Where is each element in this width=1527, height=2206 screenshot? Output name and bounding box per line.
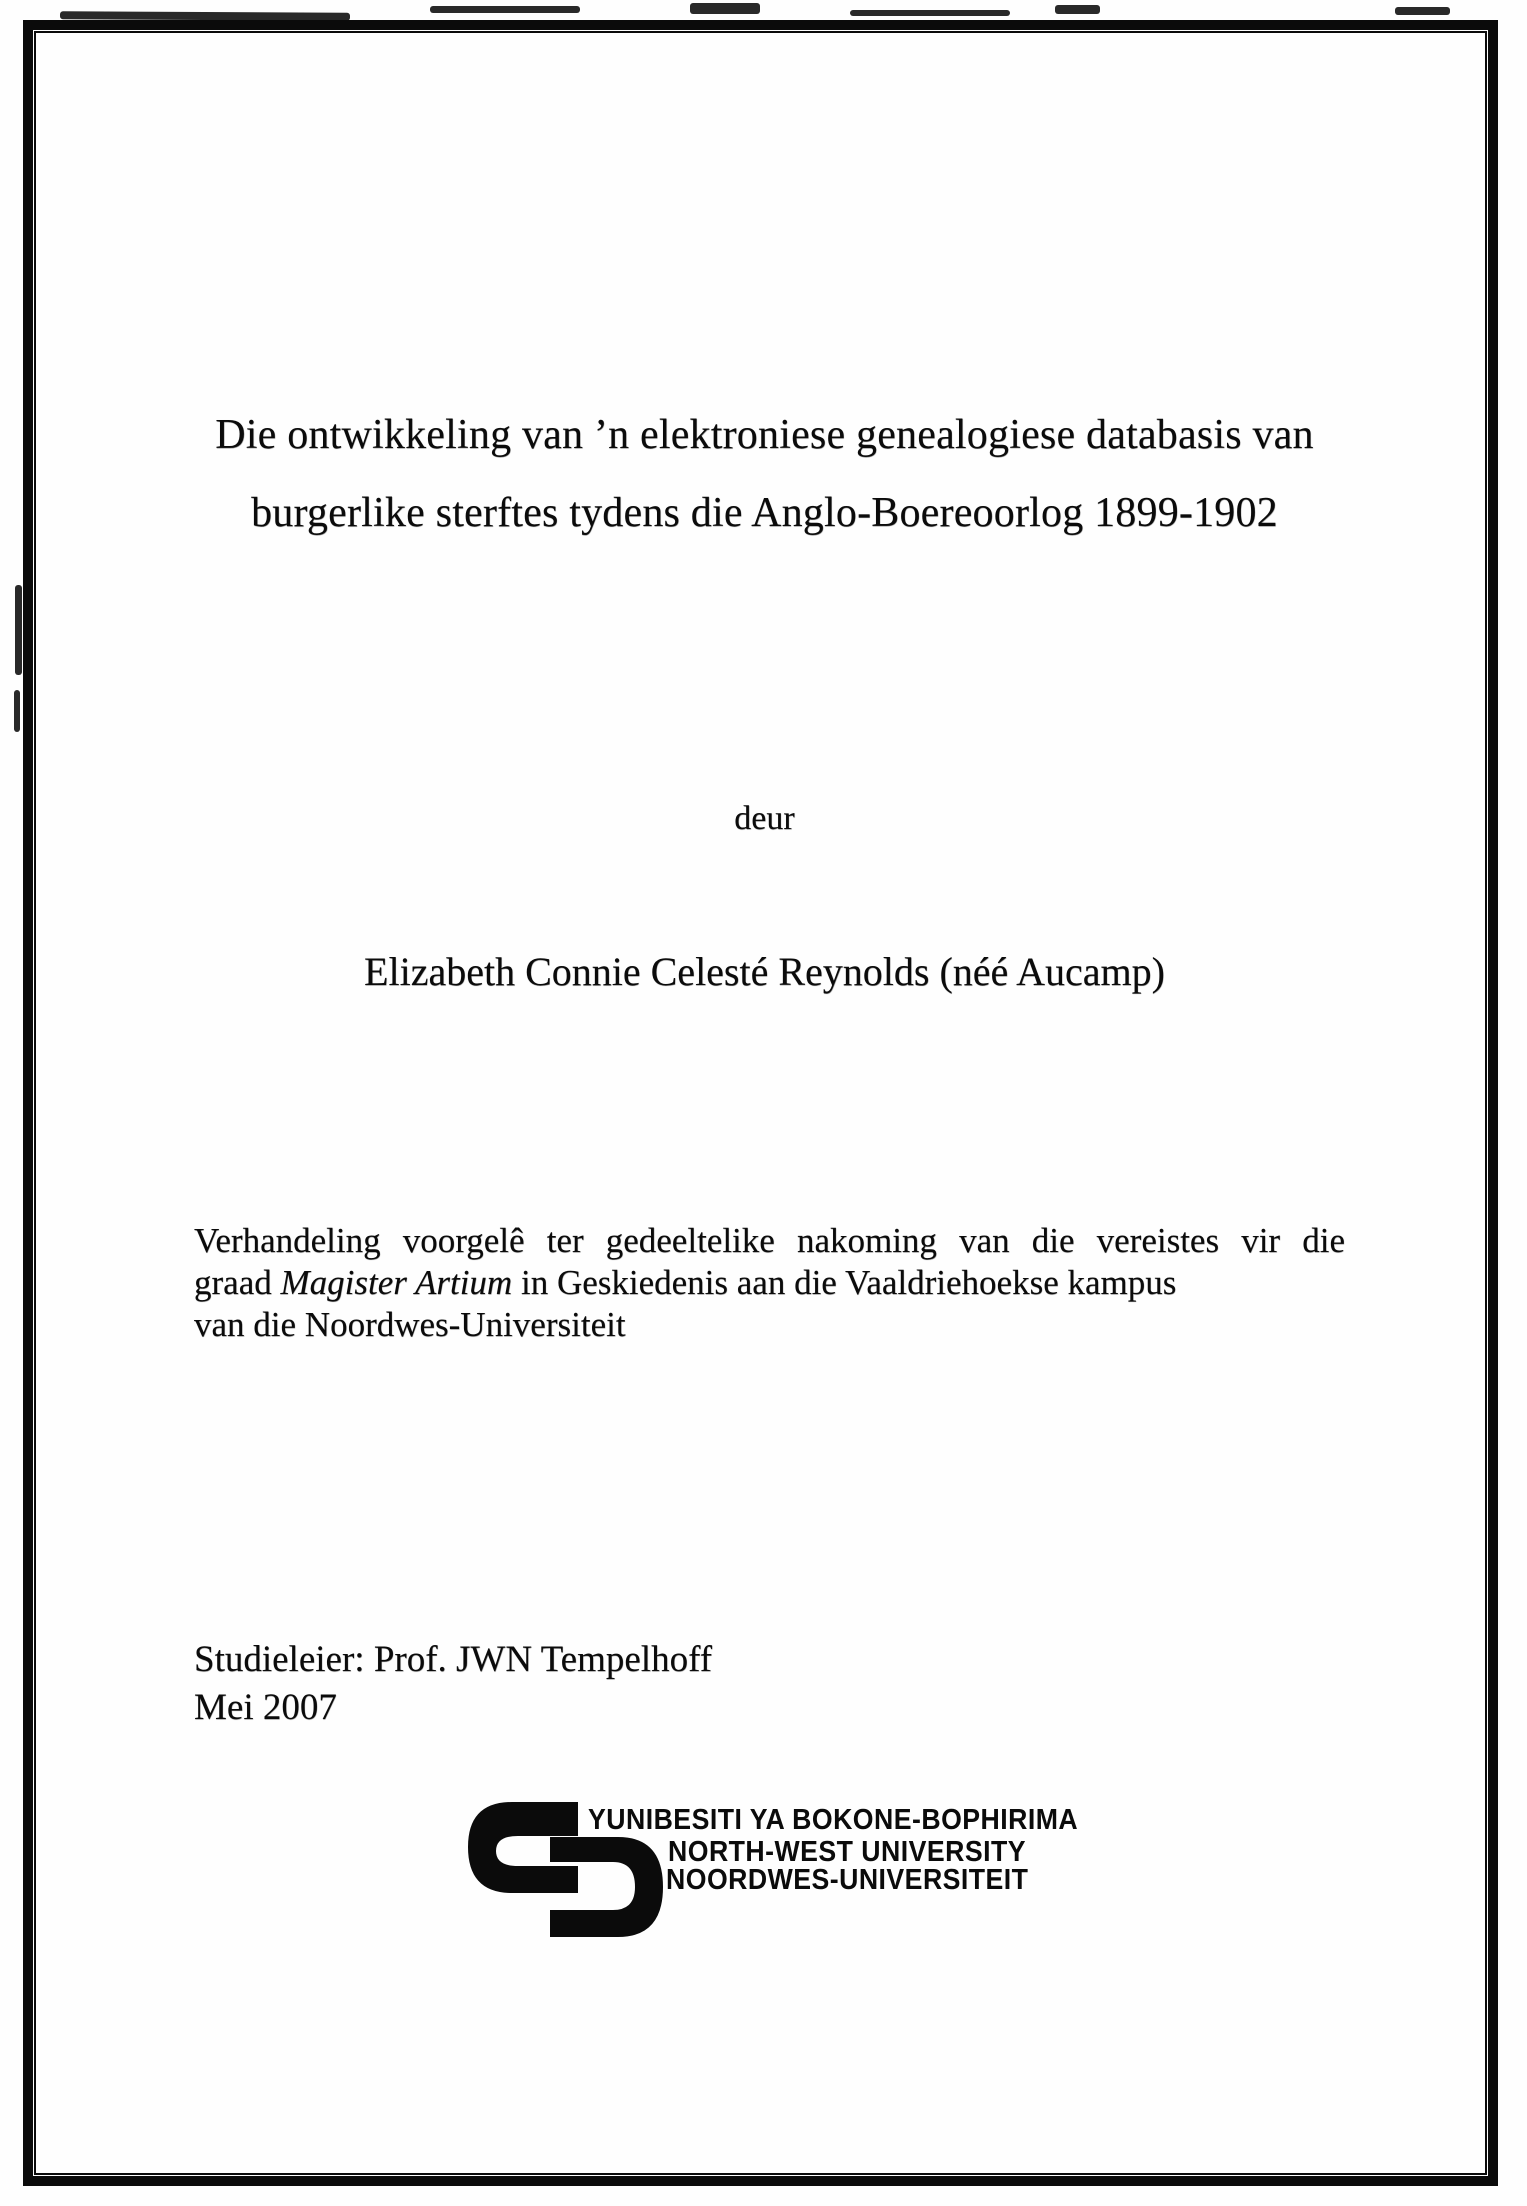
- degree-statement-line-1: Verhandeling voorgelê ter gedeeltelike nakoming van die vereistes vir die: [194, 1221, 1345, 1260]
- scan-artifact: [1395, 7, 1450, 15]
- scan-artifact: [1055, 5, 1100, 14]
- statement-line2-after: in Geskiedenis aan die Vaaldriehoekse kampus: [512, 1263, 1177, 1302]
- degree-statement-line-3: van die Noordwes-Universiteit: [194, 1305, 626, 1344]
- scan-artifact: [14, 690, 20, 732]
- supervisor-line: Studieleier: Prof. JWN Tempelhoff: [194, 1639, 713, 1680]
- degree-statement: [194, 1220, 1345, 1346]
- university-logo: [468, 1800, 1108, 1950]
- scan-artifact: [430, 6, 580, 13]
- date-line: Mei 2007: [194, 1687, 337, 1728]
- statement-line2-before: graad: [194, 1263, 281, 1302]
- degree-name-italic: Magister Artium: [280, 1263, 513, 1302]
- supervisor-block: [194, 1636, 712, 1732]
- logo-text-line-1: YUNIBESITI YA BOKONE-BOPHIRIMA: [588, 1804, 1079, 1836]
- thesis-title: [30, 396, 1485, 552]
- scan-artifact: [850, 10, 1010, 16]
- thesis-title-line-2: burgerlike sterftes tydens die Anglo-Boereoorlog 1899-1902: [251, 490, 1278, 536]
- scan-artifact: [690, 3, 760, 14]
- logo-text-line-3: NOORDWES-UNIVERSITEIT: [666, 1864, 1029, 1896]
- logo-text-line-2: NORTH-WEST UNIVERSITY: [668, 1836, 1026, 1868]
- byline-preposition: deur: [734, 800, 795, 837]
- scan-artifact: [15, 585, 22, 675]
- thesis-title-line-1: Die ontwikkeling van ’n elektroniese genealogiese databasis van: [215, 412, 1314, 458]
- author-name: Elizabeth Connie Celesté Reynolds (néé Aucamp): [364, 949, 1165, 994]
- degree-statement-line-2: [194, 1262, 1345, 1304]
